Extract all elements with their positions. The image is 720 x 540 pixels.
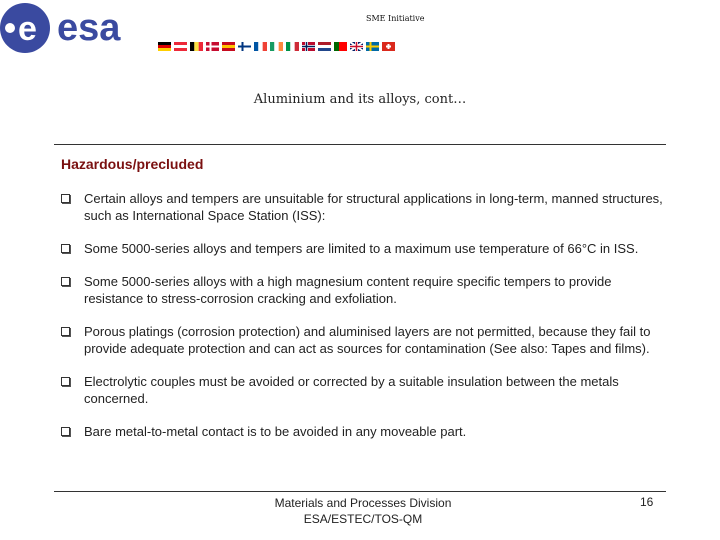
bullet-item (61, 190, 671, 224)
bullet-text: Some 5000-series alloys and tempers are limited to a maximum use temperature of 66°C in ISS. (84, 241, 639, 256)
flag-denmark-icon (206, 42, 219, 51)
checkbox-bullet-icon (61, 427, 70, 436)
bullet-item (61, 423, 671, 440)
flag-norway-icon (302, 42, 315, 51)
logo-dot (5, 23, 15, 33)
checkbox-bullet-icon (61, 194, 70, 203)
footer-department: ESA/ESTEC/TOS-QM (303, 512, 423, 526)
bullet-list (61, 190, 671, 456)
flag-germany-icon (158, 42, 171, 51)
flag-portugal-icon (334, 42, 347, 51)
flag-italy-icon (286, 42, 299, 51)
bullet-text: Some 5000-series alloys with a high magnesium content require specific tempers to provide resistance to stress-corrosion cracking and exfoliation. (84, 274, 612, 306)
bullet-text: Electrolytic couples must be avoided or corrected by a suitable insulation between the metals concerned. (84, 374, 619, 406)
flag-france-icon (254, 42, 267, 51)
flag-netherlands-icon (318, 42, 331, 51)
bullet-item (61, 373, 671, 407)
sme-initiative-label: SME Initiative (366, 14, 425, 23)
checkbox-bullet-icon (61, 327, 70, 336)
slide-title: Aluminium and its alloys, cont… (253, 92, 467, 107)
bullet-text: Bare metal-to-metal contact is to be avoided in any moveable part. (84, 424, 467, 439)
country-flags (158, 42, 395, 51)
bullet-item (61, 273, 671, 307)
bullet-item (61, 240, 671, 257)
flag-austria-icon (174, 42, 187, 51)
page-number: 16 (640, 495, 654, 509)
flag-united-kingdom-icon (350, 42, 363, 51)
top-divider (54, 144, 666, 145)
bullet-item (61, 323, 671, 357)
logo-wordmark: esa (57, 7, 121, 49)
flag-belgium-icon (190, 42, 203, 51)
flag-switzerland-icon (382, 42, 395, 51)
section-heading: Hazardous/precluded (61, 156, 204, 172)
flag-ireland-icon (270, 42, 283, 51)
checkbox-bullet-icon (61, 277, 70, 286)
bottom-divider (54, 491, 666, 492)
flag-finland-icon (238, 42, 251, 51)
footer-division: Materials and Processes Division (274, 496, 452, 510)
checkbox-bullet-icon (61, 244, 70, 253)
flag-spain-icon (222, 42, 235, 51)
bullet-text: Certain alloys and tempers are unsuitable for structural applications in long-term, manned structures, such as International Space Station (ISS): (84, 191, 663, 223)
esa-logo (0, 0, 160, 58)
flag-sweden-icon (366, 42, 379, 51)
checkbox-bullet-icon (61, 377, 70, 386)
bullet-text: Porous platings (corrosion protection) and aluminised layers are not permitted, because they fail to provide adequate protection and can act as sources for contamination (See also: Tapes and films). (84, 324, 651, 356)
logo-globe-letter: e (18, 10, 37, 48)
footer (250, 495, 476, 527)
